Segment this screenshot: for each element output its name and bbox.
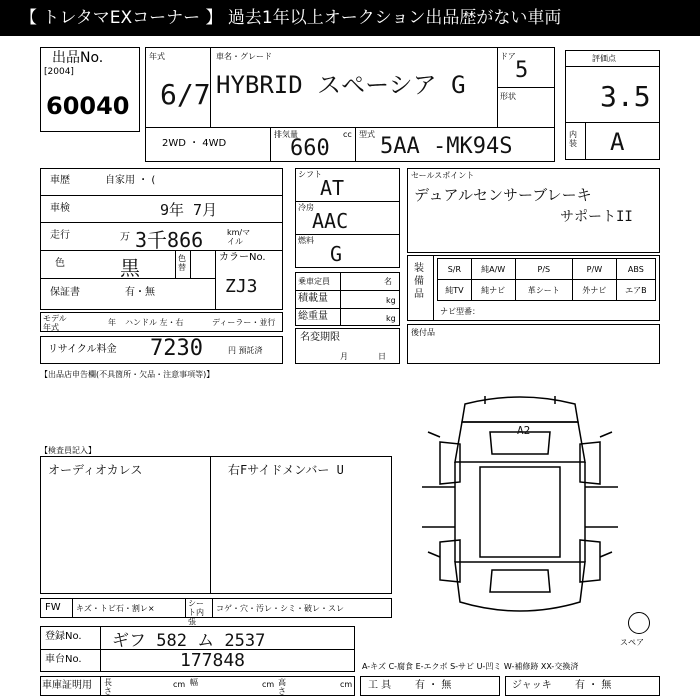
capacity-unit: 名	[384, 277, 392, 286]
equip-tv: 純TV	[438, 280, 472, 301]
height-label: 高さ	[278, 678, 286, 696]
jack-label: ジャッキ	[512, 680, 552, 691]
model-label: 型式	[359, 130, 375, 139]
year-value: 6/7	[160, 78, 211, 111]
equipment-label: 装備品	[414, 263, 424, 300]
shift-label: シフト	[298, 170, 322, 179]
spare-tire-icon	[628, 612, 650, 634]
score-value: 3.5	[600, 80, 651, 113]
length-unit: cm	[173, 680, 186, 689]
jack-value: 有 ・ 無	[575, 680, 612, 691]
fw-label: FW	[45, 602, 61, 613]
mileage-unit: 万	[120, 232, 130, 243]
load-unit: kg	[386, 296, 396, 305]
aftermarket-box	[407, 324, 660, 364]
lot-number: 60040	[46, 92, 130, 120]
equip-airbag: エアB	[616, 280, 655, 301]
registration-value: ギフ 582 ム 2537	[112, 631, 266, 651]
equip-ps: P/S	[515, 259, 573, 280]
displacement-unit: cc	[343, 130, 352, 139]
equip-alloy: 純A/W	[471, 259, 515, 280]
equip-pw: P/W	[573, 259, 617, 280]
shape-label: 形状	[500, 92, 516, 101]
lot-year-tag: [2004]	[44, 67, 74, 77]
equip-leather: 革シート	[515, 280, 573, 301]
fw-items: キズ・トビ石・割レ×	[76, 604, 155, 613]
damage-legend: A-キズ C-腐食 E-エクボ S-サビ U-凹ミ W-補修跡 XX-交換済	[362, 662, 579, 671]
handle-option: ハンドル 左・右	[125, 318, 184, 327]
recycle-label: リサイクル料金	[48, 344, 117, 355]
aftermarket-label: 後付品	[411, 328, 435, 337]
certificate-label: 車庫証明用	[42, 680, 92, 691]
chassis-value: 177848	[180, 650, 246, 671]
lot-label: 出品No.	[52, 50, 104, 66]
sales-point-line1: デュアルセンサーブレーキ	[414, 186, 592, 204]
car-name-value: HYBRID スペーシア G	[216, 71, 466, 99]
ac-label: 冷房	[298, 203, 314, 212]
damage-mark: A2	[517, 424, 531, 437]
seat-label: シート内張	[188, 599, 204, 626]
inspector-note1: オーディオカレス	[48, 463, 143, 477]
color-change-label: 色替	[178, 254, 186, 272]
score-label: 評価点	[592, 54, 616, 63]
tools-label: 工 具	[368, 680, 392, 691]
ac-value: AAC	[312, 209, 349, 233]
door-value: 5	[515, 58, 529, 83]
shift-value: AT	[320, 176, 345, 200]
change-label: 名変期限	[300, 332, 340, 343]
sales-point-label: セールスポイント	[411, 171, 475, 180]
length-label: 長さ	[104, 678, 112, 696]
capacity-label: 乗車定員	[298, 277, 330, 286]
car-name-label: 車名・グレード	[216, 52, 272, 61]
model-value: 5AA -MK94S	[380, 134, 513, 159]
header-title: 【 トレタマEXコーナー 】 過去1年以上オークション出品歴がない車両	[20, 8, 562, 28]
inspector-note2: 右Fサイドメンバー U	[228, 463, 344, 477]
equipment-grid	[437, 258, 656, 301]
displacement-label: 排気量	[274, 130, 298, 139]
weight-label: 総重量	[298, 311, 328, 322]
tools-value: 有 ・ 無	[415, 680, 452, 691]
weight-unit: kg	[386, 314, 396, 323]
history-label: 車歴	[50, 175, 70, 186]
inspection-label: 車検	[50, 203, 70, 214]
history-value: 自家用 ・ (	[105, 175, 156, 186]
color-label: 色	[55, 258, 65, 269]
door-label: ドア	[500, 52, 516, 61]
seat-items: コゲ・穴・汚レ・シミ・破レ・スレ	[216, 604, 344, 613]
interior-label: 内装	[569, 130, 577, 148]
change-unit: 月日	[340, 352, 416, 361]
sales-point-line2: サポートII	[560, 209, 633, 225]
equip-navi: 純ナビ	[471, 280, 515, 301]
mileage-label: 走行	[50, 230, 70, 241]
spare-label: スペア	[620, 638, 644, 647]
equip-ext-navi: 外ナビ	[573, 280, 617, 301]
inspector-label: 【検査員記入】	[40, 446, 96, 455]
dealer-option: ディーラー・並行	[212, 318, 276, 327]
year-label: 年式	[149, 52, 165, 61]
mileage-unit2: km/マイル	[227, 228, 251, 246]
warranty-label: 保証書	[50, 287, 80, 298]
color-no-label: カラーNo.	[219, 252, 266, 263]
recycle-value: 7230	[150, 336, 203, 361]
equip-sr: S/R	[438, 259, 472, 280]
inspection-value: 9年 7月	[160, 201, 218, 219]
load-label: 積載量	[298, 293, 328, 304]
mileage-value: 3千866	[135, 228, 204, 252]
recycle-unit: 円 預託済	[228, 346, 263, 355]
fuel-value: G	[330, 242, 343, 266]
height-unit: cm	[340, 680, 353, 689]
interior-value: A	[610, 128, 625, 156]
declaration-label: 【出品店申告欄(不具箇所・欠品・注意事項等)】	[40, 370, 215, 379]
color-no-value: ZJ3	[225, 276, 258, 297]
registration-label: 登録No.	[45, 631, 82, 642]
fuel-label: 燃料	[298, 236, 314, 245]
model-year-label: モデル年式	[43, 314, 67, 332]
equip-abs: ABS	[616, 259, 655, 280]
chassis-label: 車台No.	[45, 654, 82, 665]
model-year-unit: 年	[108, 318, 116, 327]
displacement-value: 660	[290, 136, 330, 161]
width-unit: cm	[262, 680, 275, 689]
warranty-value: 有・無	[125, 287, 155, 298]
drive-label: 2WD ・ 4WD	[162, 138, 227, 149]
navi-label: ナビ型番：	[440, 307, 480, 316]
width-label: 幅	[190, 678, 198, 687]
color-value: 黒	[120, 256, 140, 280]
